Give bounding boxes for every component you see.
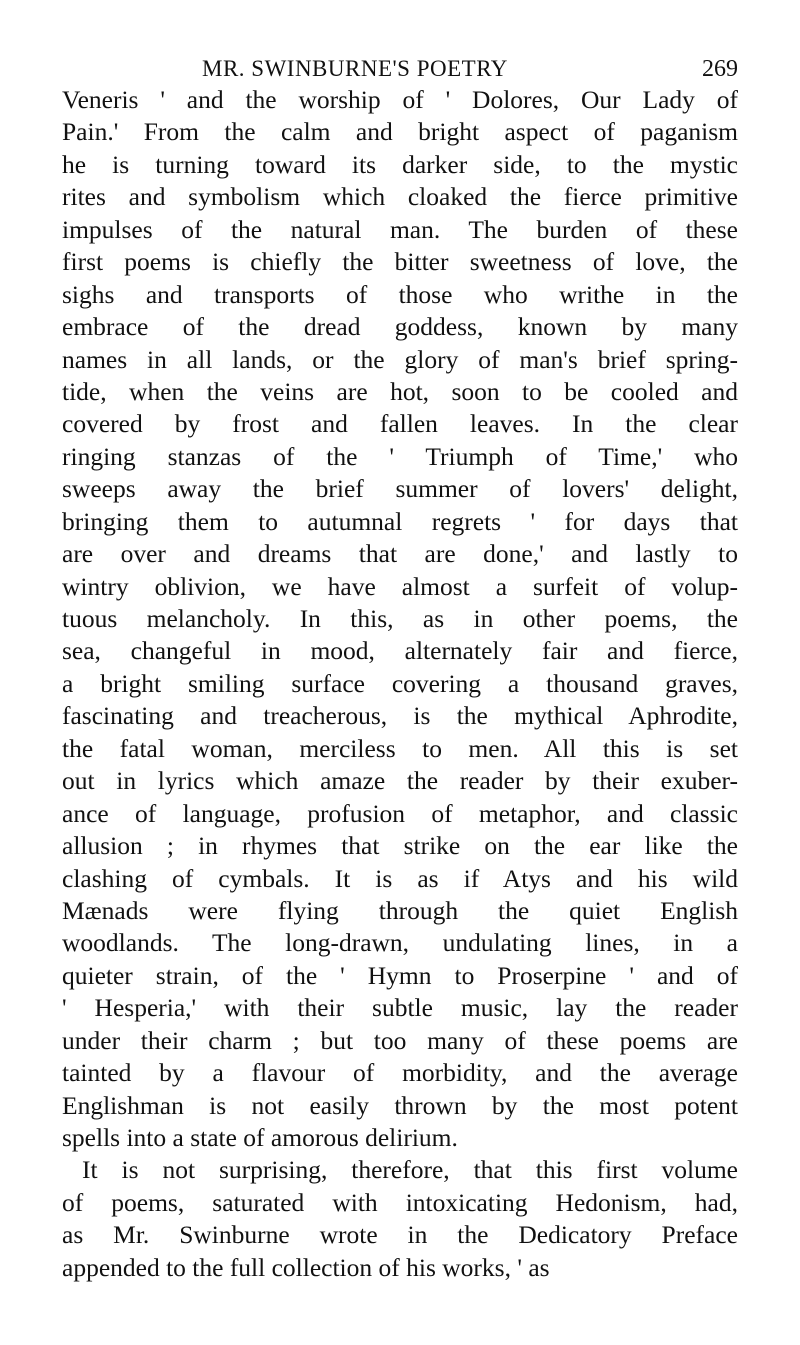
text-line: names in all lands, or the glory of man's brief spring- [62, 344, 738, 374]
text-line: out in lyrics which amaze the reader by their exuber- [62, 766, 738, 796]
body-text [62, 84, 738, 1284]
text-line: wintry oblivion, we have almost a surfeit of volup- [62, 571, 738, 601]
text-line: Pain.' From the calm and bright aspect of paganism [62, 117, 738, 147]
page-number: 269 [702, 56, 738, 82]
text-line: quieter strain, of the ' Hymn to Proserpine ' and of [62, 960, 738, 990]
text-line: woodlands. The long-drawn, undulating lines, in a [62, 928, 738, 958]
text-line: sighs and transports of those who writhe in the [62, 279, 738, 309]
text-line: Veneris ' and the worship of ' Dolores, Our Lady of [62, 85, 738, 114]
text-line: covered by frost and fallen leaves. In the clear [62, 409, 738, 439]
text-line: first poems is chiefly the bitter sweetness of love, the [62, 247, 738, 277]
text-line: under their charm ; but too many of these poems are [62, 1025, 738, 1055]
text-line: It is not surprising, therefore, that this first volume [82, 1155, 738, 1185]
text-line: clashing of cymbals. It is as if Atys and his wild [62, 863, 738, 893]
text-line: ringing stanzas of the ' Triumph of Time,' who [62, 441, 738, 471]
text-line: ance of language, profusion of metaphor, and classic [62, 798, 738, 828]
text-line: the fatal woman, merciless to men. All this is set [62, 733, 738, 763]
text-line: sweeps away the brief summer of lovers' delight, [62, 474, 738, 504]
text-line: he is turning toward its darker side, to the mystic [62, 149, 738, 179]
text-line: appended to the full collection of his works, ' as [62, 1252, 550, 1282]
text-line: tainted by a flavour of morbidity, and the average [62, 1058, 738, 1088]
text-line: fascinating and treacherous, is the mythical Aphrodite, [62, 701, 738, 731]
text-line: allusion ; in rhymes that strike on the ear like the [62, 831, 738, 861]
text-line: embrace of the dread goddess, known by many [62, 312, 738, 342]
text-line: a bright smiling surface covering a thousand graves, [62, 668, 738, 698]
text-line: Mænads were flying through the quiet English [62, 895, 738, 925]
text-line: Englishman is not easily thrown by the most potent [62, 1090, 738, 1120]
text-line: bringing them to autumnal regrets ' for days that [62, 506, 738, 536]
text-line: as Mr. Swinburne wrote in the Dedicatory Preface [62, 1220, 738, 1250]
text-line: impulses of the natural man. The burden of these [62, 214, 738, 244]
running-title: MR. SWINBURNE'S POETRY [202, 56, 508, 81]
text-line: sea, changeful in mood, alternately fair and fierce, [62, 636, 738, 666]
text-line: spells into a state of amorous delirium. [62, 1123, 458, 1152]
text-line: tuous melancholy. In this, as in other poems, the [62, 604, 738, 633]
text-line: of poems, saturated with intoxicating Hedonism, had, [62, 1187, 738, 1217]
text-line: ' Hesperia,' with their subtle music, lay the reader [62, 993, 738, 1023]
text-line: rites and symbolism which cloaked the fierce primitive [62, 182, 738, 212]
text-line: tide, when the veins are hot, soon to be cooled and [62, 376, 738, 406]
text-line: are over and dreams that are done,' and lastly to [62, 539, 738, 569]
